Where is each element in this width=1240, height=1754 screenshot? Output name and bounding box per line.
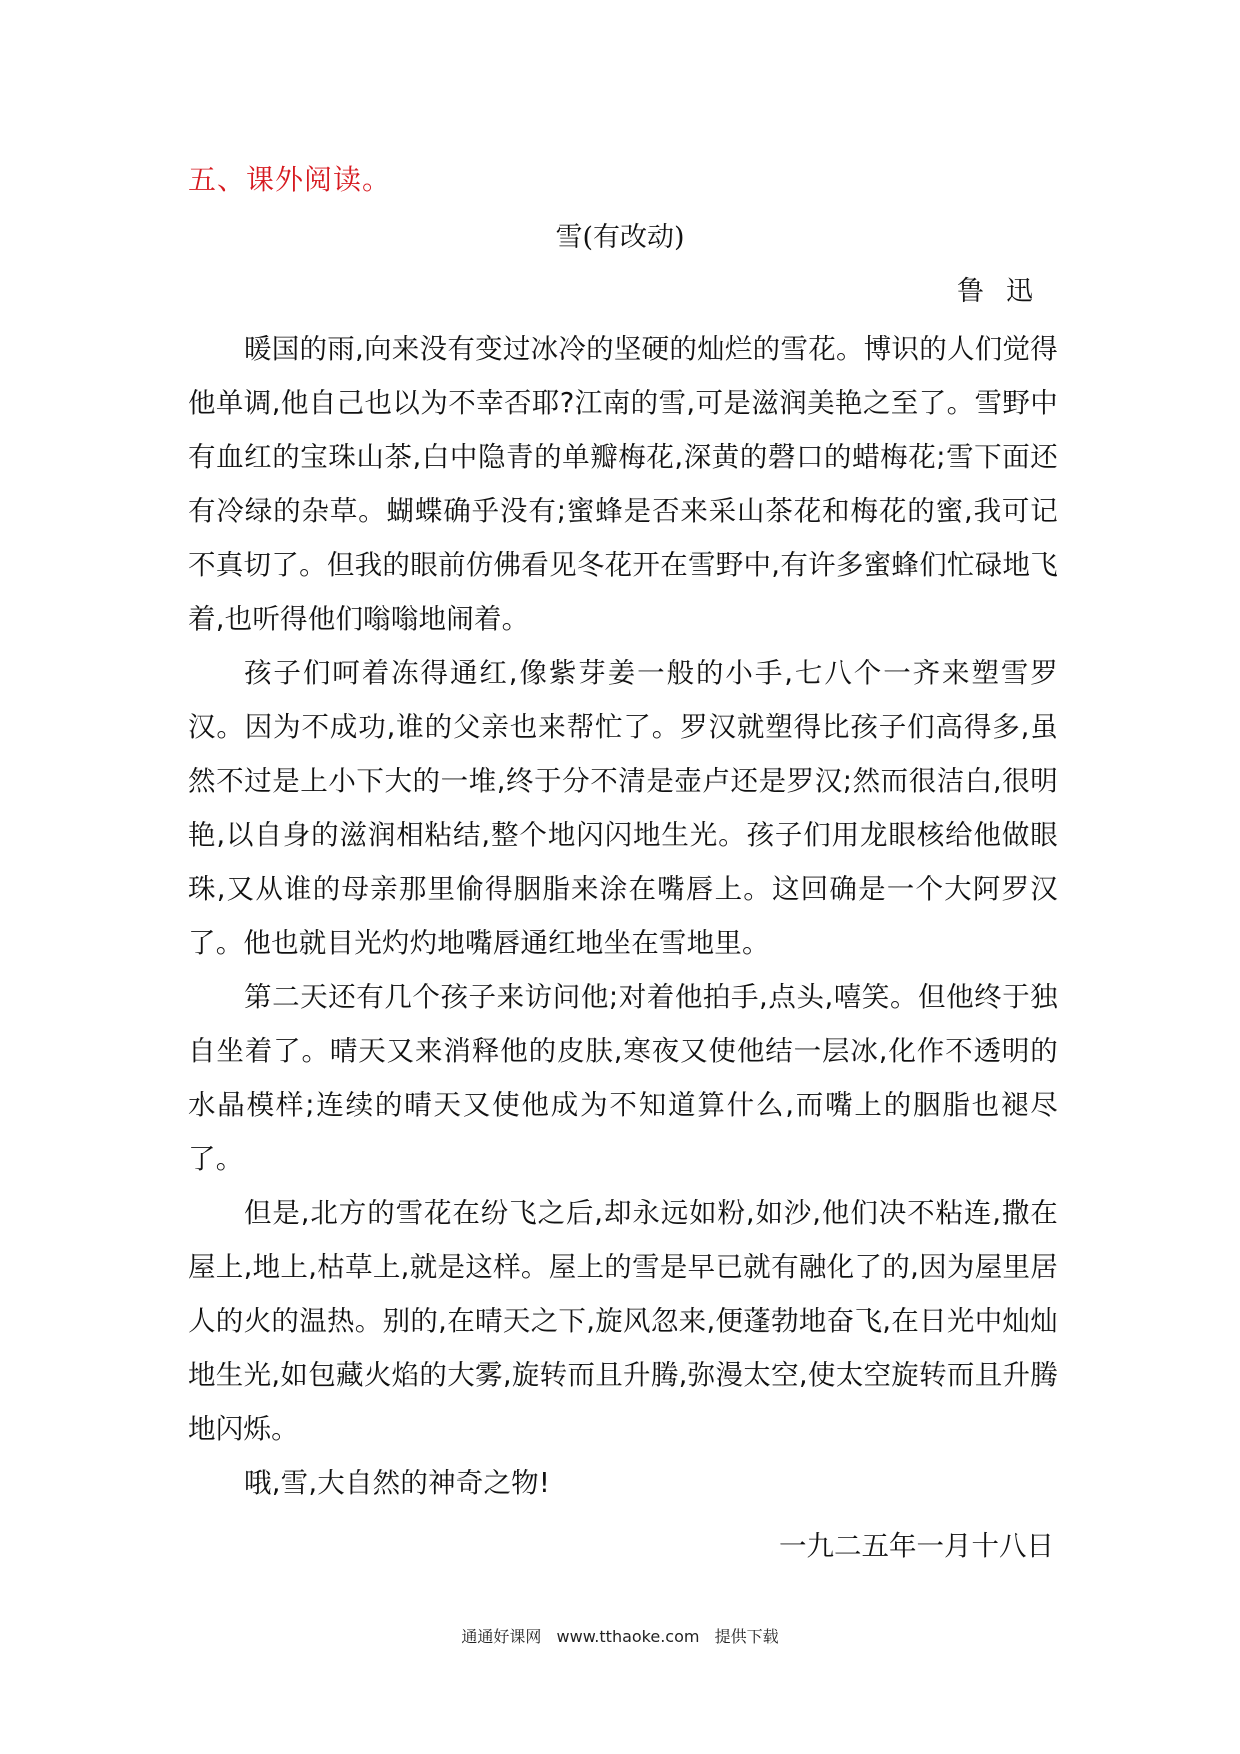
footer-note: 提供下载 xyxy=(714,1627,779,1646)
paragraph-1: 暖国的雨,向来没有变过冰冷的坚硬的灿烂的雪花。博识的人们觉得他单调,他自己也以为不幸否耶?江南的雪,可是滋润美艳之至了。雪野中有血红的宝珠山茶,白中隐青的单瓣梅花,深黄的磬口的蜡梅花;雪下面还有冷绿的杂草。蝴蝶确乎没有;蜜蜂是否来采山茶花和梅花的蜜,我可记不真切了。但我的眼前仿佛看见冬花开在雪野中,有许多蜜蜂们忙碌地飞着,也听得他们嗡嗡地闹着。 xyxy=(188,333,1058,635)
essay-title: 雪(有改动) xyxy=(555,222,685,253)
footer-site-name: 通通好课网 xyxy=(461,1627,542,1646)
essay-author: 鲁迅 xyxy=(957,276,1055,307)
footer-url: www.tthaoke.com xyxy=(556,1627,700,1646)
section-heading: 五、课外阅读。 xyxy=(188,163,392,196)
paragraph-5: 哦,雪,大自然的神奇之物! xyxy=(244,1467,551,1499)
essay-date: 一九二五年一月十八日 xyxy=(779,1530,1054,1562)
page-footer xyxy=(0,1625,1240,1649)
essay-body xyxy=(188,322,1058,1510)
paragraph-4: 但是,北方的雪花在纷飞之后,却永远如粉,如沙,他们决不粘连,撒在屋上,地上,枯草上,就是这样。屋上的雪是早已就有融化了的,因为屋里居人的火的温热。别的,在晴天之下,旋风忽来,便蓬勃地奋飞,在日光中灿灿地生光,如包藏火焰的大雾,旋转而且升腾,弥漫太空,使太空旋转而且升腾地闪烁。 xyxy=(188,1197,1058,1445)
paragraph-2: 孩子们呵着冻得通红,像紫芽姜一般的小手,七八个一齐来塑雪罗汉。因为不成功,谁的父亲也来帮忙了。罗汉就塑得比孩子们高得多,虽然不过是上小下大的一堆,终于分不清是壶卢还是罗汉;然而很洁白,很明艳,以自身的滋润相粘结,整个地闪闪地生光。孩子们用龙眼核给他做眼珠,又从谁的母亲那里偷得胭脂来涂在嘴唇上。这回确是一个大阿罗汉了。他也就目光灼灼地嘴唇通红地坐在雪地里。 xyxy=(188,657,1058,959)
paragraph-3: 第二天还有几个孩子来访问他;对着他拍手,点头,嘻笑。但他终于独自坐着了。晴天又来消释他的皮肤,寒夜又使他结一层冰,化作不透明的水晶模样;连续的晴天又使他成为不知道算什么,而嘴上的胭脂也褪尽了。 xyxy=(188,981,1058,1175)
